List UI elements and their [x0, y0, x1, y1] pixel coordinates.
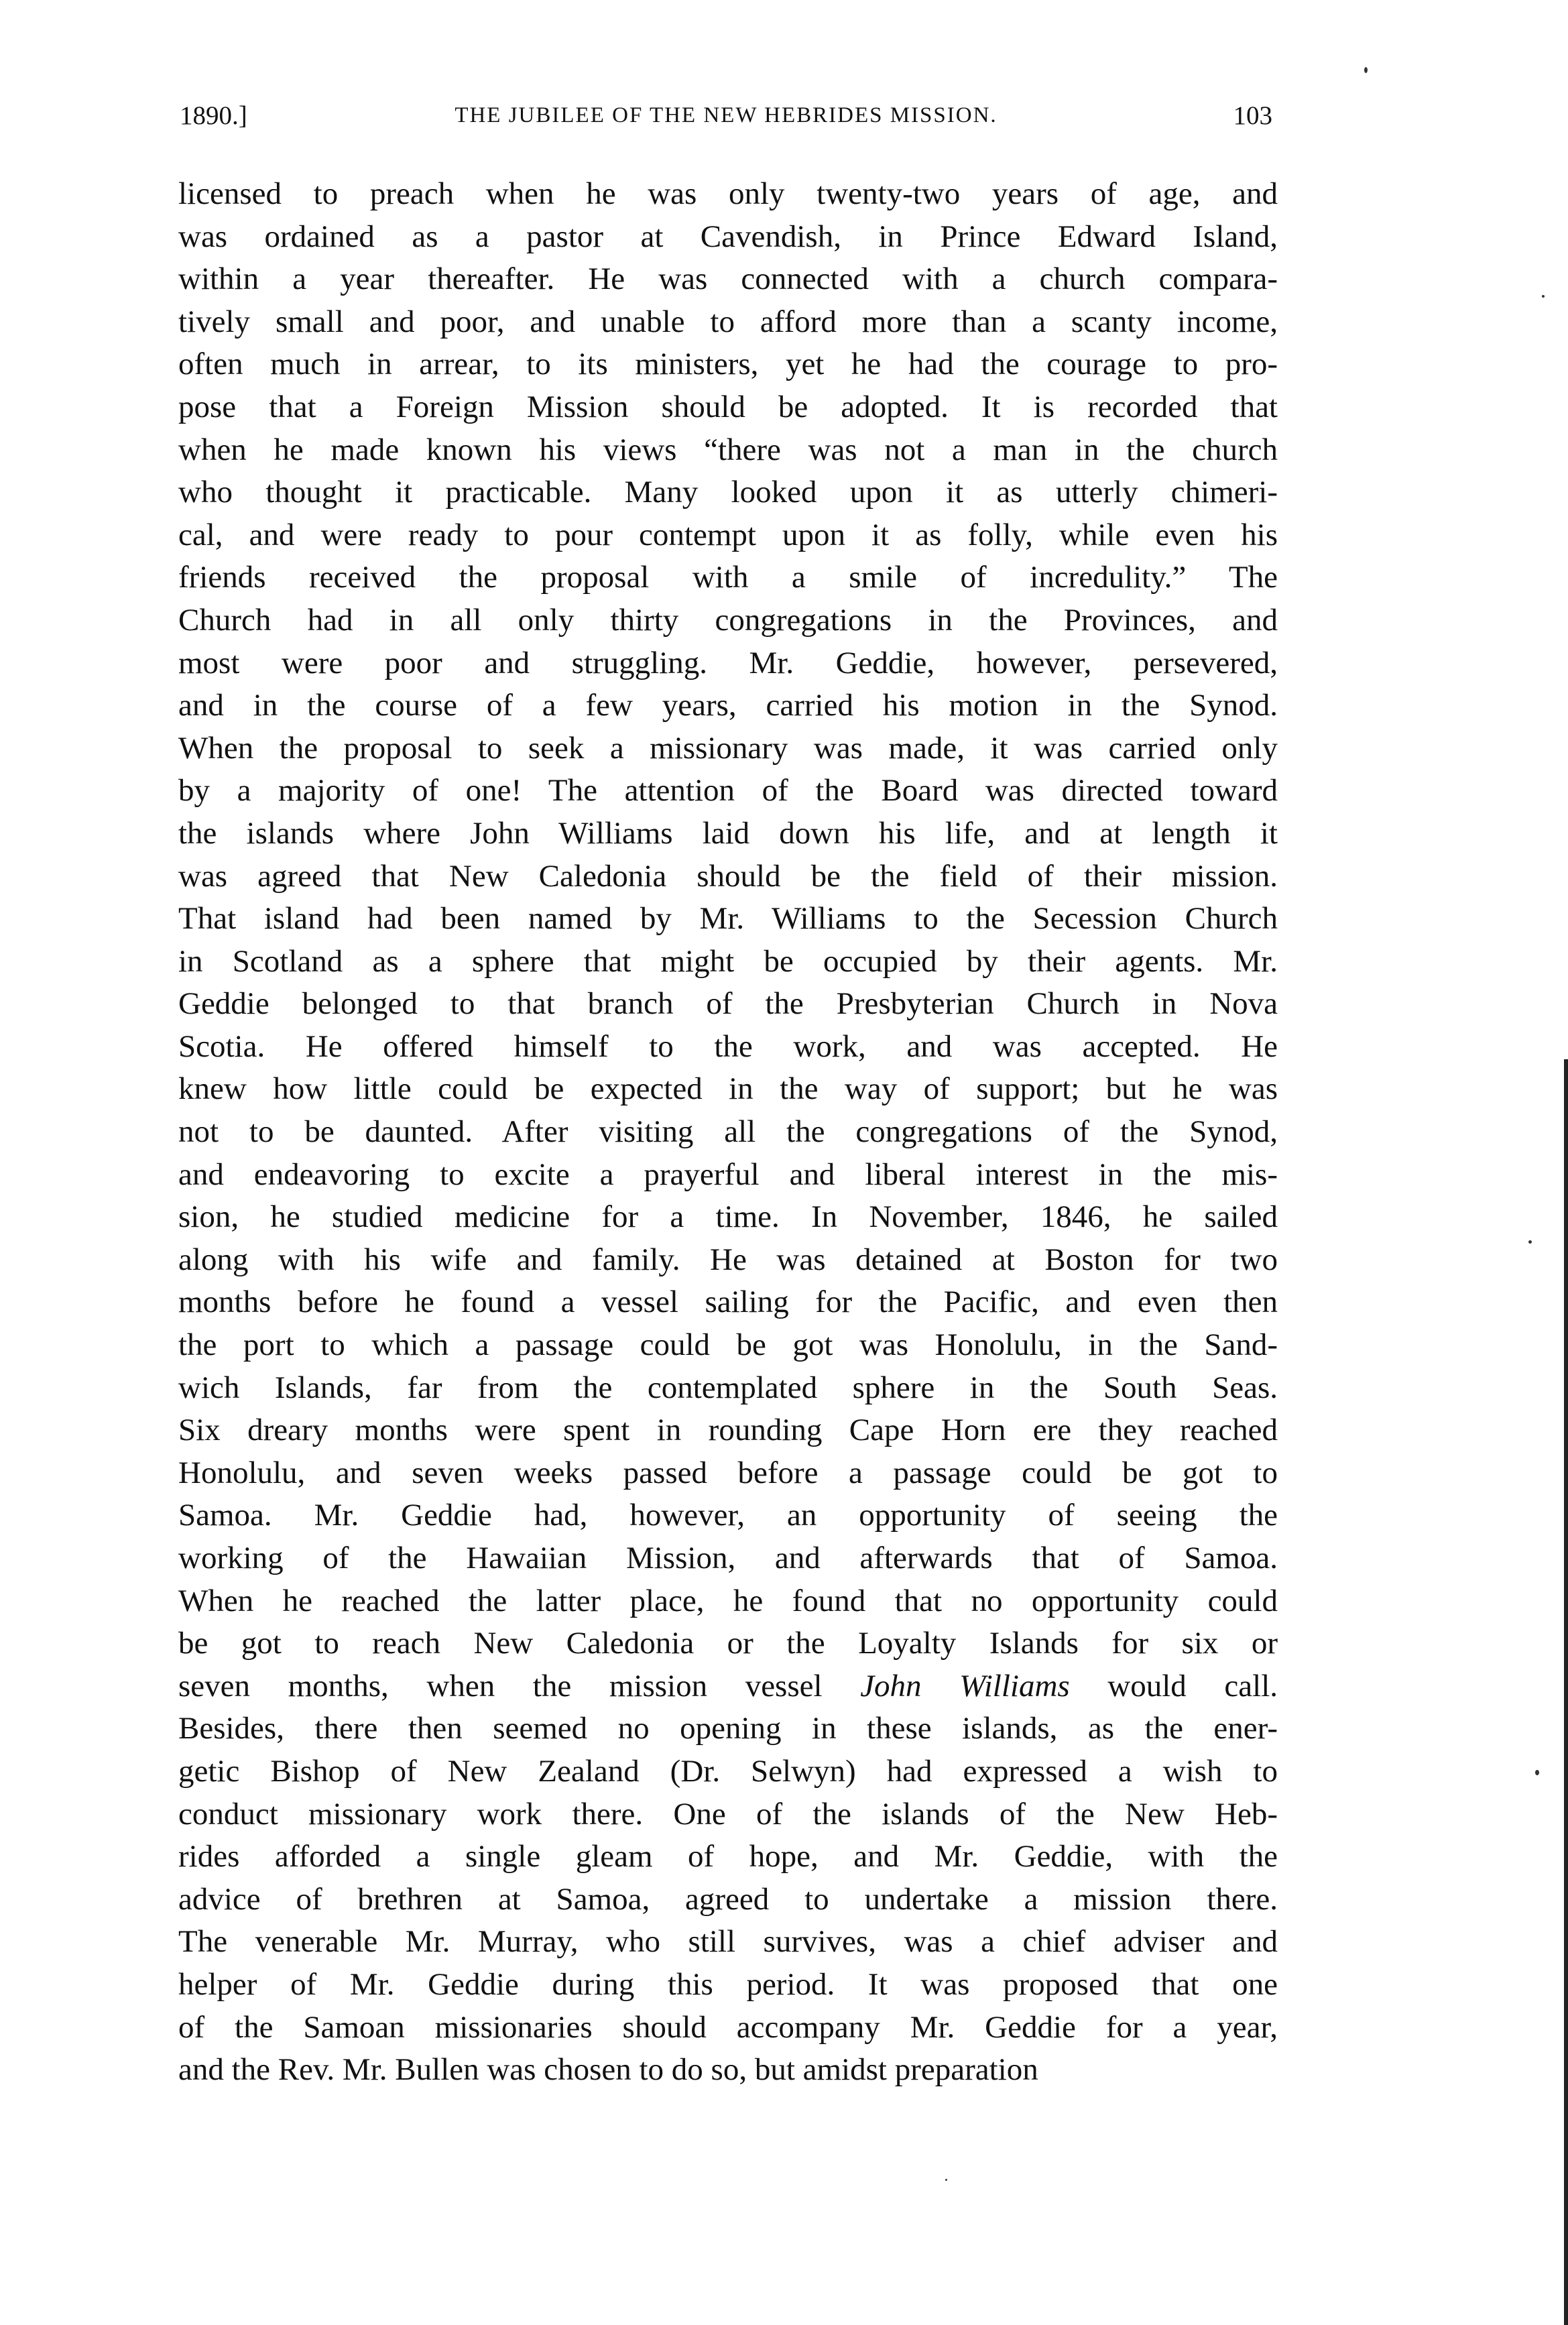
text-line: Geddie belonged to that branch of the Presbyterian Church in Nova [178, 986, 1278, 1022]
running-header [180, 101, 1272, 147]
text-line: and in the course of a few years, carried his motion in the Synod. [178, 688, 1278, 723]
text-line: was ordained as a pastor at Cavendish, in Prince Edward Island, [178, 219, 1278, 254]
text-line: When he reached the latter place, he found that no opportunity could [178, 1583, 1278, 1618]
text-line-end: would call. [1069, 1668, 1278, 1704]
text-line: months before he found a vessel sailing for the Pacific, and even then [178, 1285, 1278, 1320]
text-line: and endeavoring to excite a prayerful and liberal interest in the mis- [178, 1156, 1278, 1192]
text-line: when he made known his views “there was not a man in the church [178, 432, 1278, 467]
text-line: That island had been named by Mr. Williams to the Secession Church [178, 901, 1278, 937]
text-line: working of the Hawaiian Mission, and afterwards that of Samoa. [178, 1541, 1278, 1575]
text-line: sion, he studied medicine for a time. In November, 1846, he sailed [178, 1199, 1278, 1235]
text-line: Six dreary months were spent in rounding Cape Horn ere they reached [178, 1413, 1278, 1448]
text-line: Scotia. He offered himself to the work, and was accepted. He [178, 1028, 1278, 1064]
text-line: the port to which a passage could be got was Honolulu, in the Sand- [178, 1327, 1278, 1363]
text-line-with-ship-name [178, 1665, 1278, 1708]
text-line: of the Samoan missionaries should accompany Mr. Geddie for a year, [178, 2009, 1278, 2045]
text-line: tively small and poor, and unable to afford more than a scanty income, [178, 304, 1278, 339]
text-line: who thought it practicable. Many looked upon it as utterly chimeri- [178, 475, 1278, 510]
text-line: wich Islands, far from the contemplated sphere in the South Seas. [178, 1370, 1278, 1405]
header-year: 1890.] [180, 101, 247, 130]
scan-binding-edge [1564, 1059, 1568, 2325]
text-line: in Scotland as a sphere that might be occupied by their agents. Mr. [178, 943, 1278, 979]
text-line: along with his wife and family. He was detained at Boston for two [178, 1242, 1278, 1277]
text-line-start: seven months, when the mission vessel [178, 1668, 861, 1704]
text-line: Samoa. Mr. Geddie had, however, an opportunity of seeing the [178, 1498, 1278, 1533]
text-line: When the proposal to seek a missionary was made, it was carried only [178, 730, 1278, 766]
scan-speck [1528, 1240, 1532, 1244]
text-line: The venerable Mr. Murray, who still survives, was a chief adviser and [178, 1924, 1278, 1960]
text-line: the islands where John Williams laid down his life, and at length it [178, 815, 1278, 851]
text-line: Church had in all only thirty congregations in the Provinces, and [178, 602, 1278, 638]
text-line: most were poor and struggling. Mr. Geddie, however, persevered, [178, 645, 1278, 680]
ship-name: John Williams [860, 1668, 1070, 1704]
header-title: THE JUBILEE OF THE NEW HEBRIDES MISSION. [455, 103, 998, 127]
text-line: advice of brethren at Samoa, agreed to undertake a mission there. [178, 1881, 1278, 1917]
body-text [178, 173, 1278, 2092]
text-line: was agreed that New Caledonia should be the field of their mission. [178, 858, 1278, 894]
text-line: and the Rev. Mr. Bullen was chosen to do so, but amidst preparation [178, 2052, 1038, 2088]
text-line: not to be daunted. After visiting all the congregations of the Synod, [178, 1114, 1278, 1150]
scan-speck [1364, 67, 1368, 73]
text-line: rides afforded a single gleam of hope, and Mr. Geddie, with the [178, 1839, 1278, 1874]
page-number: 103 [1233, 101, 1272, 130]
scan-speck [945, 2179, 947, 2181]
scan-speck [1542, 295, 1545, 298]
text-line: knew how little could be expected in the way of support; but he was [178, 1071, 1278, 1107]
text-line: Besides, there then seemed no opening in these islands, as the ener- [178, 1711, 1278, 1746]
text-line: cal, and were ready to pour contempt upon it as folly, while even his [178, 517, 1278, 552]
text-line: be got to reach New Caledonia or the Loyalty Islands for six or [178, 1626, 1278, 1661]
text-line: conduct missionary work there. One of the islands of the New Heb- [178, 1796, 1278, 1832]
text-line: by a majority of one! The attention of the Board was directed toward [178, 773, 1278, 809]
text-line: licensed to preach when he was only twenty-two years of age, and [178, 176, 1278, 211]
text-line: Honolulu, and seven weeks passed before a passage could be got to [178, 1455, 1278, 1490]
scan-speck [1535, 1770, 1539, 1775]
text-line: friends received the proposal with a smile of incredulity.” The [178, 560, 1278, 595]
text-line: getic Bishop of New Zealand (Dr. Selwyn) had expressed a wish to [178, 1753, 1278, 1789]
text-line: often much in arrear, to its ministers, yet he had the courage to pro- [178, 347, 1278, 382]
text-line: within a year thereafter. He was connected with a church compara- [178, 261, 1278, 297]
text-line: pose that a Foreign Mission should be adopted. It is recorded that [178, 389, 1278, 424]
text-line: helper of Mr. Geddie during this period. It was proposed that one [178, 1966, 1278, 2002]
